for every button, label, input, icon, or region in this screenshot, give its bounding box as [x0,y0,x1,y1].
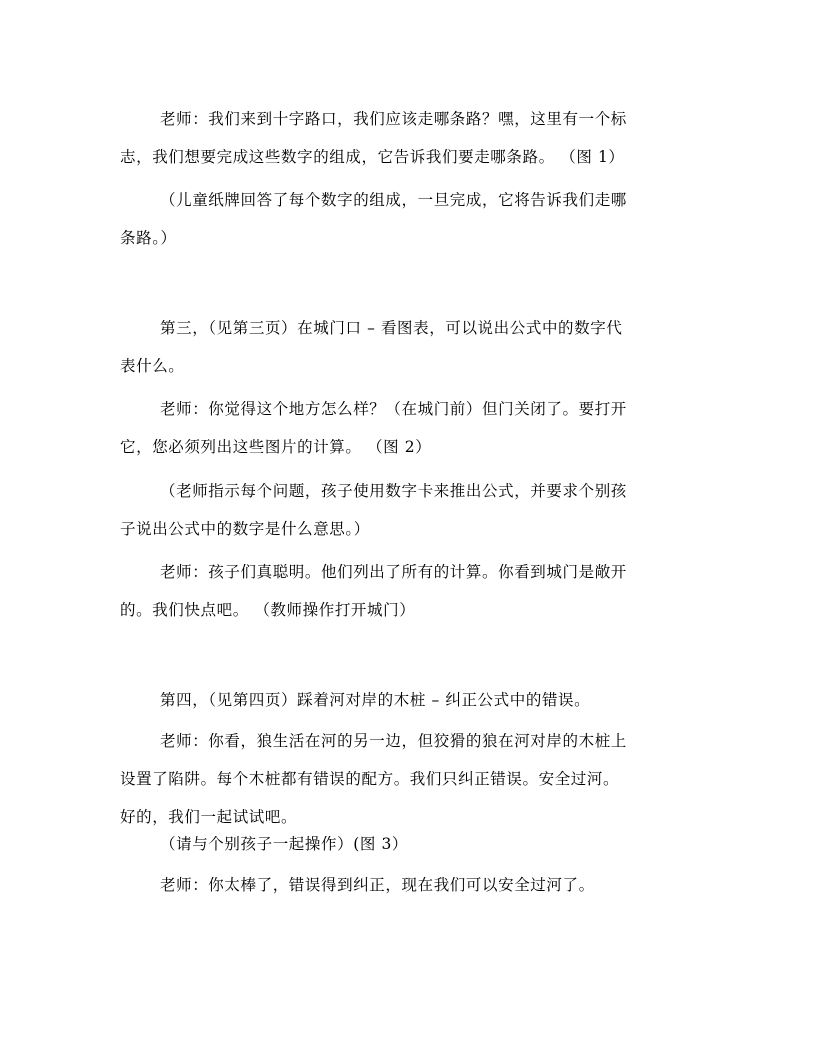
paragraph-section-three [120,309,700,385]
text-line: 的。我们快点吧。 （教师操作打开城门） [120,601,416,619]
text-line: 设置了陷阱。每个木桩都有错误的配方。我们只纠正错误。安全过河。 [120,770,620,788]
paragraph-crossroads [120,100,700,176]
text-line: 老师：你太棒了，错误得到纠正，现在我们可以安全过河了。 [160,876,595,894]
paragraph-children-cards [120,181,700,257]
text-line: 老师：你觉得这个地方怎么样？（在城门前）但门关闭了。要打开 [160,400,627,418]
paragraph-wolf-trap [120,722,700,836]
paragraph-city-gate [120,390,700,466]
text-line: 表什么。 [120,357,185,375]
paragraph-operate-together [120,825,700,863]
paragraph-teacher-instructions [120,472,700,548]
text-line: （老师指示每个问题，孩子使用数字卡来推出公式，并要求个别孩 [160,482,627,500]
text-line: 老师：孩子们真聪明。他们列出了所有的计算。你看到城门是敞开 [160,563,627,581]
text-line: 第三，（见第三页）在城门口 – 看图表，可以说出公式中的数字代 [160,319,623,337]
text-line: 它，您必须列出这些图片的计算。 （图 2） [120,438,432,456]
text-line: 好的，我们一起试试吧。 [120,808,298,826]
text-line: 志，我们想要完成这些数字的组成，它告诉我们要走哪条路。 （图 1） [120,148,625,166]
text-line: 条路。） [120,229,177,247]
text-line: （请与个别孩子一起操作）(图 3） [160,835,409,853]
text-line: 第四，（见第四页）踩着河对岸的木桩 – 纠正公式中的错误。 [160,691,591,709]
text-line: 老师：我们来到十字路口，我们应该走哪条路？嘿，这里有一个标 [160,110,627,128]
text-line: （儿童纸牌回答了每个数字的组成，一旦完成，它将告诉我们走哪 [160,191,627,209]
paragraph-section-four [120,681,700,719]
paragraph-gate-open [120,553,700,629]
text-line: 老师：你看，狼生活在河的另一边，但狡猾的狼在河对岸的木桩上 [160,732,627,750]
text-line: 子说出公式中的数字是什么意思。） [120,520,370,538]
paragraph-cross-river [120,866,700,904]
